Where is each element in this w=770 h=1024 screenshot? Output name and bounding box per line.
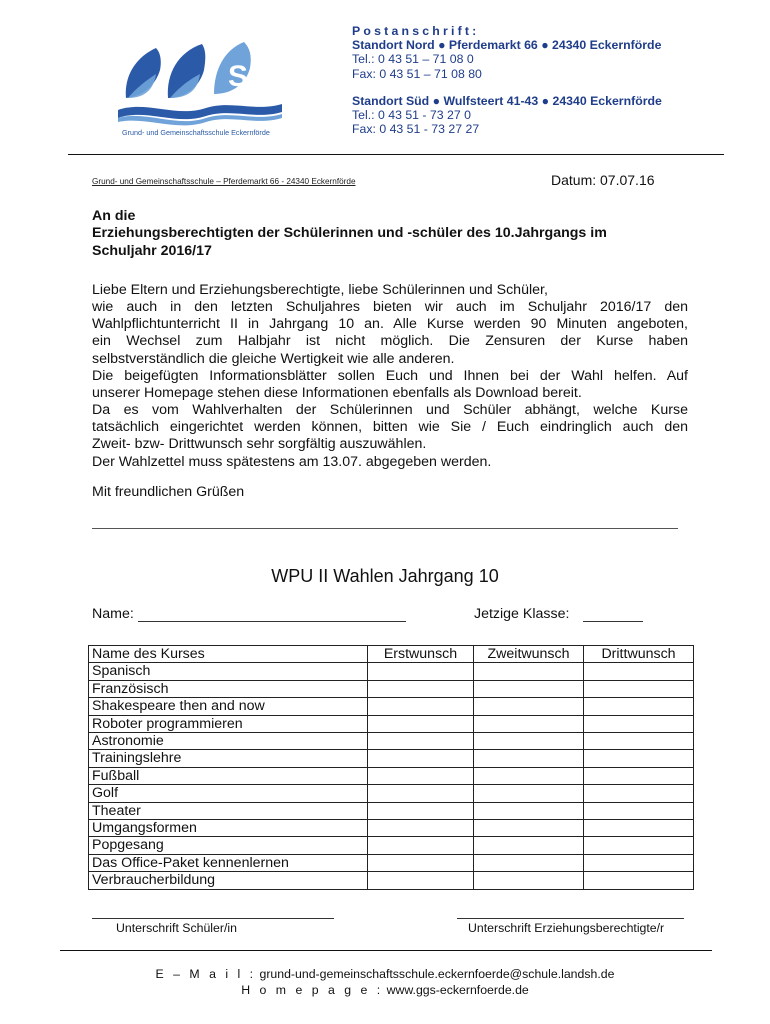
course-row bbox=[89, 680, 694, 697]
second-choice-cell[interactable] bbox=[474, 715, 584, 732]
third-choice-cell[interactable] bbox=[584, 698, 694, 715]
second-choice-cell[interactable] bbox=[474, 750, 584, 767]
homepage-label: H o m e p a g e : bbox=[241, 982, 384, 997]
course-row bbox=[89, 715, 694, 732]
course-row bbox=[89, 872, 694, 889]
north-address: Standort Nord ● Pferdemarkt 66 ● 24340 Eckernförde bbox=[352, 38, 662, 53]
form-title: WPU II Wahlen Jahrgang 10 bbox=[271, 566, 499, 586]
second-choice-cell[interactable] bbox=[474, 663, 584, 680]
deadline-line: Der Wahlzettel muss spätestens am 13.07. abgegeben werden. bbox=[92, 453, 492, 470]
heading-line-1: An die bbox=[92, 208, 136, 224]
third-choice-cell[interactable] bbox=[584, 750, 694, 767]
course-row bbox=[89, 663, 694, 680]
body-line: wie auch in den letzten Schuljahres bieten wir auch im Schuljahr 2016/17 den bbox=[92, 299, 688, 316]
south-address: Standort Süd ● Wulfsteert 41-43 ● 24340 Eckernförde bbox=[352, 93, 662, 108]
second-choice-cell[interactable] bbox=[474, 802, 584, 819]
course-name: Trainingslehre bbox=[89, 750, 368, 767]
class-field[interactable] bbox=[583, 621, 643, 622]
third-choice-cell[interactable] bbox=[584, 733, 694, 750]
course-name: Französisch bbox=[89, 680, 368, 697]
second-choice-cell[interactable] bbox=[474, 680, 584, 697]
second-choice-cell[interactable] bbox=[474, 820, 584, 837]
course-row bbox=[89, 837, 694, 854]
body-line: Die beigefügten Informationsblätter sollen Euch und Ihnen bei der Wahl helfen. Auf bbox=[92, 367, 688, 384]
salutation: Liebe Eltern und Erziehungsberechtigte, liebe Schülerinnen und Schüler, bbox=[92, 282, 548, 298]
course-row bbox=[89, 802, 694, 819]
homepage-link[interactable]: www.ggs-eckernfoerde.de bbox=[386, 982, 529, 997]
course-name: Umgangsformen bbox=[89, 820, 368, 837]
svg-text:S: S bbox=[228, 60, 249, 93]
course-name: Das Office-Paket kennenlernen bbox=[89, 854, 368, 871]
parent-signature-field[interactable] bbox=[457, 918, 684, 919]
name-field[interactable] bbox=[138, 621, 406, 622]
header-second-choice: Zweitwunsch bbox=[474, 646, 584, 663]
north-fax: Fax: 0 43 51 – 71 08 80 bbox=[352, 66, 482, 81]
body-line: selbstverständlich die gleiche Wertigkeit wie alle anderen. bbox=[92, 350, 455, 367]
third-choice-cell[interactable] bbox=[584, 872, 694, 889]
north-tel: Tel.: 0 43 51 – 71 08 0 bbox=[352, 52, 474, 67]
first-choice-cell[interactable] bbox=[368, 802, 474, 819]
first-choice-cell[interactable] bbox=[368, 698, 474, 715]
first-choice-cell[interactable] bbox=[368, 750, 474, 767]
course-name: Golf bbox=[89, 785, 368, 802]
second-choice-cell[interactable] bbox=[474, 785, 584, 802]
footer-homepage-row bbox=[0, 983, 770, 999]
body-line: tatsächlich eingerichtet werden können, bitten wie Sie / Euch eindringlich auch den bbox=[92, 419, 688, 436]
first-choice-cell[interactable] bbox=[368, 715, 474, 732]
first-choice-cell[interactable] bbox=[368, 733, 474, 750]
parent-signature-label: Unterschrift Erziehungsberechtigte/r bbox=[468, 921, 665, 935]
name-label: Name: bbox=[92, 606, 134, 622]
first-choice-cell[interactable] bbox=[368, 680, 474, 697]
course-row bbox=[89, 698, 694, 715]
course-row bbox=[89, 750, 694, 767]
cut-line bbox=[92, 528, 678, 529]
course-row bbox=[89, 767, 694, 784]
course-name: Verbraucherbildung bbox=[89, 872, 368, 889]
header-third-choice: Drittwunsch bbox=[584, 646, 694, 663]
body-line: Da es vom Wahlverhalten der Schülerinnen und Schüler abhängt, welche Kurse bbox=[92, 402, 688, 419]
second-choice-cell[interactable] bbox=[474, 733, 584, 750]
body-line: unserer Homepage stehen diese Informationen ebenfalls als Download bereit. bbox=[92, 384, 582, 401]
course-name: Roboter programmieren bbox=[89, 715, 368, 732]
course-name: Theater bbox=[89, 802, 368, 819]
sender-line: Grund- und Gemeinschaftsschule – Pferdemarkt 66 - 24340 Eckernförde bbox=[92, 177, 356, 186]
course-row bbox=[89, 820, 694, 837]
first-choice-cell[interactable] bbox=[368, 872, 474, 889]
first-choice-cell[interactable] bbox=[368, 767, 474, 784]
first-choice-cell[interactable] bbox=[368, 820, 474, 837]
second-choice-cell[interactable] bbox=[474, 872, 584, 889]
course-name: Fußball bbox=[89, 767, 368, 784]
body-line: Zweit- bzw- Drittwunsch sehr sorgfältig auszuwählen. bbox=[92, 436, 427, 453]
table-header-row bbox=[89, 646, 694, 663]
school-logo bbox=[116, 40, 284, 140]
third-choice-cell[interactable] bbox=[584, 767, 694, 784]
second-choice-cell[interactable] bbox=[474, 837, 584, 854]
class-label: Jetzige Klasse: bbox=[474, 606, 570, 622]
third-choice-cell[interactable] bbox=[584, 820, 694, 837]
first-choice-cell[interactable] bbox=[368, 854, 474, 871]
date: Datum: 07.07.16 bbox=[551, 172, 655, 188]
course-row bbox=[89, 785, 694, 802]
course-row bbox=[89, 733, 694, 750]
body-line: Wahlpflichtunterricht II in Jahrgang 10 an. Alle Kurse werden 90 Minuten angeboten, bbox=[92, 316, 688, 333]
south-tel: Tel.: 0 43 51 - 73 27 0 bbox=[352, 108, 471, 123]
footer bbox=[0, 967, 770, 998]
letter-heading bbox=[92, 208, 692, 260]
heading-line-3: Schuljahr 2016/17 bbox=[92, 242, 212, 259]
third-choice-cell[interactable] bbox=[584, 802, 694, 819]
body-line: ein Wechsel zum Halbjahr ist nicht möglich. Die Zensuren der Kurse haben bbox=[92, 333, 688, 350]
heading-line-2: Erziehungsberechtigten der Schülerinnen und -schüler des 10.Jahrgangs im bbox=[92, 225, 607, 242]
south-fax: Fax: 0 43 51 - 73 27 27 bbox=[352, 122, 480, 137]
third-choice-cell[interactable] bbox=[584, 680, 694, 697]
second-choice-cell[interactable] bbox=[474, 698, 584, 715]
header-divider bbox=[68, 154, 724, 155]
email-label: E – M a i l : bbox=[155, 967, 257, 981]
course-name: Astronomie bbox=[89, 733, 368, 750]
header-course-name: Name des Kurses bbox=[89, 646, 368, 663]
third-choice-cell[interactable] bbox=[584, 663, 694, 680]
course-name: Popgesang bbox=[89, 837, 368, 854]
course-name: Spanisch bbox=[89, 663, 368, 680]
ggs-logo-icon bbox=[116, 40, 284, 140]
second-choice-cell[interactable] bbox=[474, 854, 584, 871]
course-table bbox=[88, 645, 694, 890]
course-row bbox=[89, 854, 694, 871]
third-choice-cell[interactable] bbox=[584, 715, 694, 732]
closing: Mit freundlichen Grüßen bbox=[92, 484, 245, 500]
logo-caption: Grund- und Gemeinschaftsschule Eckernförde bbox=[122, 128, 270, 137]
first-choice-cell[interactable] bbox=[368, 785, 474, 802]
address-label: Postanschrift: bbox=[352, 24, 480, 38]
first-choice-cell[interactable] bbox=[368, 663, 474, 680]
third-choice-cell[interactable] bbox=[584, 785, 694, 802]
letter-body bbox=[92, 282, 688, 471]
course-name: Shakespeare then and now bbox=[89, 698, 368, 715]
third-choice-cell[interactable] bbox=[584, 854, 694, 871]
student-signature-field[interactable] bbox=[92, 918, 334, 919]
postal-address bbox=[352, 24, 732, 136]
footer-email-row bbox=[0, 967, 770, 983]
footer-divider bbox=[60, 950, 712, 951]
header-first-choice: Erstwunsch bbox=[368, 646, 474, 663]
second-choice-cell[interactable] bbox=[474, 767, 584, 784]
first-choice-cell[interactable] bbox=[368, 837, 474, 854]
student-signature-label: Unterschrift Schüler/in bbox=[116, 921, 237, 935]
third-choice-cell[interactable] bbox=[584, 837, 694, 854]
email-address[interactable]: grund-und-gemeinschaftsschule.eckernfoerde@schule.landsh.de bbox=[259, 967, 615, 981]
